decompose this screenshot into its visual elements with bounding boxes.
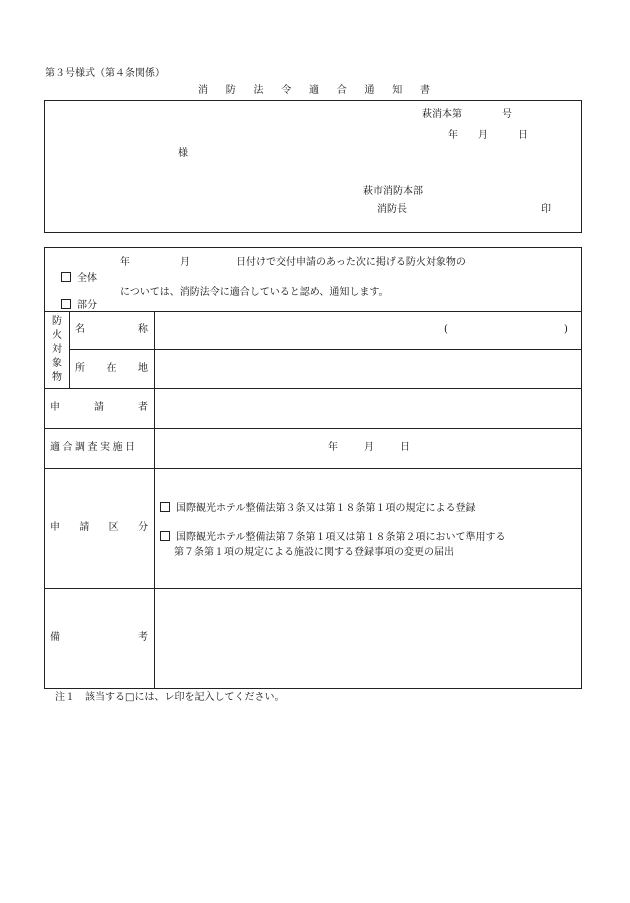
applicant-label	[50, 403, 148, 413]
title-char: 令	[281, 85, 292, 96]
document-title	[198, 86, 430, 96]
issuer-title: 消防長	[377, 204, 407, 215]
category-label-char: 申	[50, 522, 60, 533]
name-label-char: 称	[138, 324, 148, 335]
title-char: 合	[336, 85, 347, 96]
title-char: 適	[309, 85, 319, 96]
title-char: 法	[253, 85, 264, 96]
checkbox-category-1[interactable]	[160, 502, 170, 512]
category-option-2[interactable]	[160, 531, 506, 543]
checkbox-part[interactable]	[61, 299, 71, 309]
category-label-char: 分	[137, 522, 148, 533]
applicant-label-char: 者	[138, 402, 148, 413]
applicant-label-char: 請	[94, 402, 104, 413]
issuer-org: 萩市消防本部	[363, 186, 423, 197]
intro-month: 月	[180, 257, 190, 268]
name-label	[75, 325, 148, 335]
remarks-label	[50, 633, 148, 643]
addressee-suffix: 様	[178, 148, 188, 159]
form-number: 第３号様式（第４条関係）	[45, 68, 165, 79]
row-divider	[44, 468, 582, 469]
option-part[interactable]	[61, 299, 97, 311]
category-option-2-text: 国際観光ホテル整備法第７条第１項又は第１８条第２項において準用する	[176, 532, 506, 543]
location-label-char: 在	[106, 363, 117, 374]
title-char: 書	[420, 85, 430, 96]
option-all-label: 全体	[77, 273, 97, 284]
doc-number: 萩消本第 号	[422, 109, 512, 120]
title-char: 知	[392, 85, 403, 96]
issue-date: 年 月 日	[448, 130, 528, 141]
name-label-char: 名	[75, 324, 85, 335]
intro-line2: については、消防法令に適合していると認め、通知します。	[120, 287, 389, 298]
location-label	[75, 364, 148, 374]
row-divider	[44, 388, 582, 389]
row-divider	[44, 588, 582, 589]
group-label-fire-target: 防火対象物	[52, 316, 62, 383]
category-option-2-cont: 第７条第１項の規定による施設に関する登録事項の変更の届出	[174, 547, 454, 558]
option-part-label: 部分	[77, 300, 97, 311]
title-char: 消	[198, 85, 208, 96]
inspection-year: 年	[328, 442, 338, 453]
location-label-char: 地	[138, 363, 148, 374]
title-char: 通	[364, 85, 375, 96]
category-label-char: 請	[79, 522, 90, 533]
remarks-label-char: 考	[138, 632, 148, 643]
footnote: 注１ 該当する□には、レ印を記入してください。	[55, 692, 285, 703]
checkbox-category-2[interactable]	[160, 531, 170, 541]
option-all[interactable]	[61, 272, 97, 284]
seal-mark: 印	[541, 204, 551, 215]
column-divider	[154, 311, 155, 689]
remarks-label-char: 備	[50, 632, 60, 643]
intro-line1: 日付けで交付申請のあった次に掲げる防火対象物の	[236, 257, 466, 268]
applicant-label-char: 申	[50, 402, 60, 413]
name-paren-open: (	[444, 324, 448, 335]
category-option-1-text: 国際観光ホテル整備法第３条又は第１８条第１項の規定による登録	[176, 503, 476, 514]
intro-year: 年	[120, 257, 130, 268]
category-label-char: 区	[108, 522, 119, 533]
inspection-day: 日	[400, 442, 410, 453]
row-divider	[44, 428, 582, 429]
row-divider	[69, 349, 582, 350]
row-divider	[44, 311, 582, 312]
inspection-date-label: 適合調査実施日	[50, 442, 138, 453]
category-option-1[interactable]	[160, 502, 476, 514]
name-paren-close: )	[564, 324, 568, 335]
checkbox-all[interactable]	[61, 272, 71, 282]
column-divider	[69, 311, 70, 388]
category-label	[50, 523, 148, 533]
location-label-char: 所	[75, 363, 85, 374]
inspection-month: 月	[364, 442, 374, 453]
title-char: 防	[225, 85, 236, 96]
